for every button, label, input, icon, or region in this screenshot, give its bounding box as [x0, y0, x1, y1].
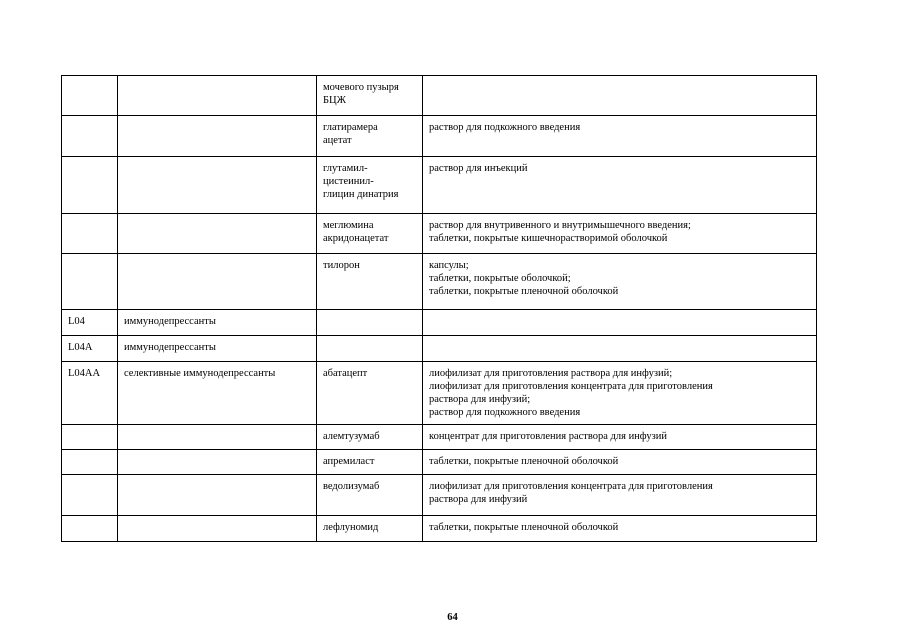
dosage-forms-cell: [423, 214, 817, 254]
atc-code-cell: [62, 214, 118, 254]
drug-name-cell: [317, 425, 423, 450]
dosage-forms-line: капсулы;: [429, 260, 469, 271]
drug-name-cell: [317, 254, 423, 310]
drug-name-cell: [317, 475, 423, 516]
table-row: [62, 425, 817, 450]
page-number: 64: [447, 612, 458, 623]
drug-name-cell: [317, 450, 423, 475]
atc-code-cell: [62, 425, 118, 450]
drug-name-cell: [317, 516, 423, 542]
drug-name-line: абатацепт: [323, 368, 368, 379]
atc-code-cell: L04A: [62, 336, 118, 362]
dosage-forms-line: раствора для инфузий;: [429, 394, 531, 405]
table-row: [62, 214, 817, 254]
atc-code-cell: L04: [62, 310, 118, 336]
dosage-forms-line: раствора для инфузий: [429, 494, 528, 505]
dosage-forms-cell: [423, 336, 817, 362]
group-name-cell: [118, 214, 317, 254]
drug-name-line: БЦЖ: [323, 95, 347, 106]
drug-name-cell: [317, 310, 423, 336]
group-name-cell: [118, 516, 317, 542]
group-name-cell: [118, 157, 317, 214]
dosage-forms-cell: [423, 310, 817, 336]
drug-name-line: ведолизумаб: [323, 481, 380, 492]
atc-code-cell: [62, 76, 118, 116]
group-name-cell: иммунодепрессанты: [118, 310, 317, 336]
table-row: [62, 76, 817, 116]
dosage-forms-line: раствор для внутривенного и внутримышечного введения;: [429, 220, 691, 231]
table-row: [62, 336, 817, 362]
table-row: [62, 516, 817, 542]
drug-name-cell: [317, 157, 423, 214]
dosage-forms-line: лиофилизат для приготовления раствора для инфузий;: [429, 368, 673, 379]
drug-name-line: глутамил-: [323, 163, 368, 174]
atc-code-cell: [62, 475, 118, 516]
drug-table: [61, 75, 817, 542]
drug-name-cell: [317, 362, 423, 425]
drug-table-body: [62, 76, 817, 542]
atc-code-cell: [62, 254, 118, 310]
drug-name-line: апремиласт: [323, 456, 375, 467]
drug-name-line: меглюмина: [323, 220, 374, 231]
dosage-forms-line: таблетки, покрытые пленочной оболочкой: [429, 522, 619, 533]
dosage-forms-cell: [423, 475, 817, 516]
group-name-cell: [118, 450, 317, 475]
table-row: [62, 362, 817, 425]
atc-code-cell: [62, 516, 118, 542]
drug-name-line: алемтузумаб: [323, 431, 380, 442]
dosage-forms-cell: [423, 516, 817, 542]
dosage-forms-line: раствор для подкожного введения: [429, 407, 581, 418]
drug-name-line: цистеинил-: [323, 176, 374, 187]
dosage-forms-cell: [423, 254, 817, 310]
group-name-cell: селективные иммунодепрессанты: [118, 362, 317, 425]
dosage-forms-line: таблетки, покрытые пленочной оболочкой: [429, 286, 619, 297]
atc-code-cell: [62, 450, 118, 475]
dosage-forms-cell: [423, 76, 817, 116]
table-row: [62, 475, 817, 516]
dosage-forms-cell: [423, 116, 817, 157]
table-row: [62, 450, 817, 475]
group-name-cell: [118, 254, 317, 310]
table-row: [62, 310, 817, 336]
table-row: [62, 254, 817, 310]
dosage-forms-line: лиофилизат для приготовления концентрата для приготовления: [429, 381, 713, 392]
dosage-forms-cell: [423, 362, 817, 425]
dosage-forms-line: таблетки, покрытые оболочкой;: [429, 273, 571, 284]
dosage-forms-cell: [423, 425, 817, 450]
drug-name-cell: [317, 214, 423, 254]
table-row: [62, 157, 817, 214]
table-row: [62, 116, 817, 157]
dosage-forms-line: раствор для инъекций: [429, 163, 528, 174]
atc-code-cell: [62, 157, 118, 214]
group-name-cell: [118, 425, 317, 450]
dosage-forms-line: раствор для подкожного введения: [429, 122, 581, 133]
drug-name-line: глатирамера: [323, 122, 378, 133]
dosage-forms-cell: [423, 157, 817, 214]
group-name-cell: [118, 116, 317, 157]
drug-name-line: акридонацетат: [323, 233, 389, 244]
drug-name-line: мочевого пузыря: [323, 82, 399, 93]
drug-name-line: тилорон: [323, 260, 360, 271]
dosage-forms-cell: [423, 450, 817, 475]
dosage-forms-line: таблетки, покрытые кишечнорастворимой оболочкой: [429, 233, 668, 244]
dosage-forms-line: лиофилизат для приготовления концентрата для приготовления: [429, 481, 713, 492]
dosage-forms-line: таблетки, покрытые пленочной оболочкой: [429, 456, 619, 467]
group-name-cell: [118, 475, 317, 516]
drug-name-cell: [317, 336, 423, 362]
dosage-forms-line: концентрат для приготовления раствора для инфузий: [429, 431, 667, 442]
atc-code-cell: [62, 116, 118, 157]
atc-code-cell: L04AA: [62, 362, 118, 425]
drug-name-cell: [317, 76, 423, 116]
drug-name-line: ацетат: [323, 135, 352, 146]
group-name-cell: иммунодепрессанты: [118, 336, 317, 362]
drug-name-cell: [317, 116, 423, 157]
drug-name-line: глицин динатрия: [323, 189, 399, 200]
drug-name-line: лефлуномид: [323, 522, 379, 533]
group-name-cell: [118, 76, 317, 116]
